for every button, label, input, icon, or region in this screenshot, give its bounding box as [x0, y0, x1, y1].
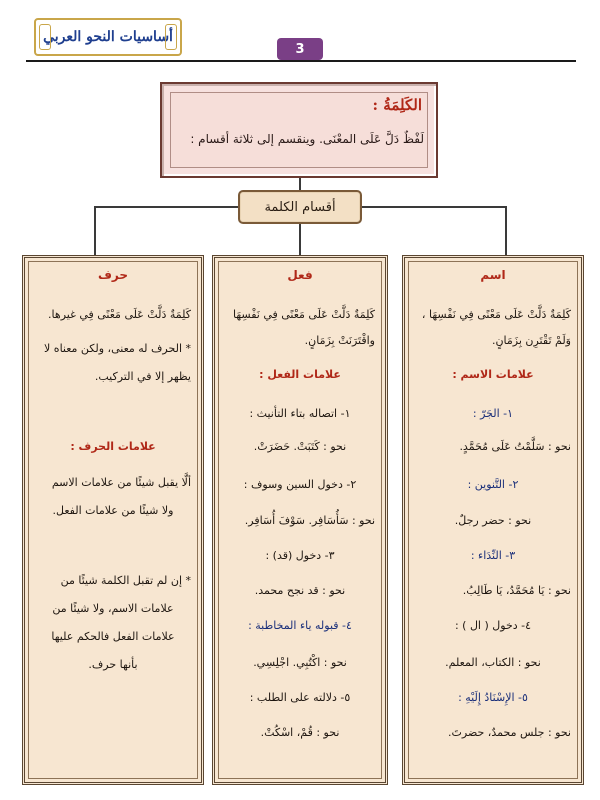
ism-example-3: نحو : يَا مُحَمَّدُ، يَا طَالِبُ. [462, 584, 571, 597]
definition-text: لَفْظٌ دَلَّ عَلَى المعْنَى. وينقسم إلى ثلاثة أقسام : [190, 132, 424, 146]
harf-signs-title: علامات الحرف : [70, 440, 156, 453]
harf-note-line2: يظهر إلا في التركيب. [94, 370, 191, 383]
definition-box [160, 82, 438, 178]
fil-example-1: نحو : كَتَبَتْ. حَضَرَتْ. [253, 440, 347, 453]
column-ism [402, 255, 584, 785]
ism-example-1: نحو : سَلَّمْتُ عَلَى مُحَمَّدٍ. [459, 440, 571, 453]
fil-sign-5: ٥- دلالته على الطلب : [249, 691, 351, 704]
fil-sign-1: ١- اتصاله بتاء التأنيث : [249, 407, 351, 420]
ism-sign-2: ٢- التَّنوين : [467, 478, 519, 491]
header-divider [26, 60, 576, 62]
harf-rule-line4: بأنها حرف. [88, 658, 138, 671]
definition-title: الكَلِمَةُ : [372, 96, 422, 114]
page-number-badge: 3 [277, 38, 323, 60]
ism-sign-3: ٣- النِّدَاء : [470, 549, 516, 562]
column-fil [212, 255, 388, 785]
section-title-box: أقسام الكلمة [238, 190, 362, 224]
ism-example-5: نحو : جلس محمدٌ، حضرتَ. [448, 726, 571, 739]
ism-sign-1: ١- الجَرّ : [472, 407, 514, 420]
fil-example-3: نحو : قد نجح محمد. [254, 584, 346, 597]
fil-definition-line2: واقْتَرَنَتْ بِزَمَانٍ. [304, 334, 375, 347]
harf-note-line1: * الحرف له معنى، ولكن معناه لا [44, 342, 191, 355]
harf-sign-line2: ولا شيئًا من علامات الفعل. [52, 504, 174, 517]
connector-right [505, 206, 507, 255]
ism-definition-line2: وَلَمْ تَقْتَرِن بِزَمَانٍ. [491, 334, 571, 347]
column-ism-title: اسم [480, 268, 506, 282]
connector-middle [299, 224, 301, 255]
fil-sign-3: ٣- دخول (قد) : [265, 549, 335, 562]
fil-definition-line1: كَلِمَةٌ دَلَّتْ عَلَى مَعْنًى فِي نَفْسِهَا [232, 308, 375, 321]
harf-definition: كَلِمَةٌ دَلَّتْ عَلَى مَعْنًى فِي غيرها. [48, 308, 191, 321]
logo-text: أساسيات النحو العربي [43, 29, 173, 45]
ism-definition-line1: كَلِمَةٌ دَلَّتْ عَلَى مَعْنًى فِي نَفْسِهَا ، [421, 308, 571, 321]
harf-sign-line1: ألَّا يقبل شيئًا من علامات الاسم [51, 476, 191, 489]
column-harf-frame [28, 261, 198, 779]
ism-example-2: نحو : حضر رجلٌ. [454, 514, 532, 527]
ism-sign-5: ٥- الإِسْنَادُ إِلَيْهِ : [458, 691, 528, 704]
ism-signs-title: علامات الاسم : [452, 368, 534, 381]
column-harf-title: حرف [97, 268, 129, 282]
ism-sign-4: ٤- دخول ( ال ) : [454, 619, 532, 632]
fil-example-5: نحو : قُمْ، اسْكُتْ. [260, 726, 340, 739]
ism-example-4: نحو : الكتاب، المعلم. [445, 656, 541, 669]
connector-top [299, 178, 301, 190]
fil-signs-title: علامات الفعل : [259, 368, 341, 381]
harf-rule-line3: علامات الفعل فالحكم عليها [51, 630, 175, 643]
fil-example-2: نحو : سَأُسَافِر. سَوْفَ أُسَافِر. [244, 514, 375, 527]
book-logo [34, 18, 182, 56]
fil-example-4: نحو : اكْتُبِي. اجْلِسِي. [253, 656, 347, 669]
fil-sign-4: ٤- قبوله ياء المخاطبة : [248, 619, 352, 632]
harf-rule-line1: * إن لم تقبل الكلمة شيئًا من [60, 574, 191, 587]
connector-left [94, 206, 96, 255]
column-fil-title: فعل [287, 268, 313, 282]
column-harf [22, 255, 204, 785]
harf-rule-line2: علامات الاسم، ولا شيئًا من [52, 602, 174, 615]
fil-sign-2: ٢- دخول السين وسوف : [243, 478, 357, 491]
